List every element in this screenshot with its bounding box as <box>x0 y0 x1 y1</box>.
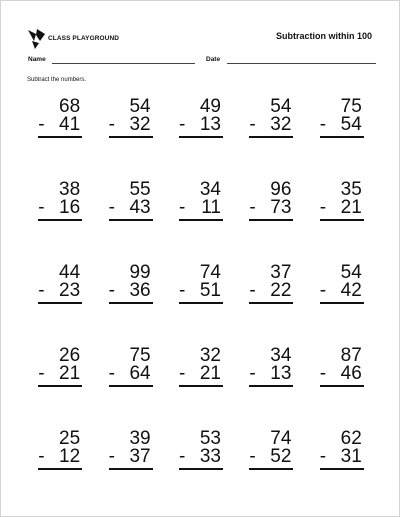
minuend: 74 <box>199 262 221 283</box>
subtrahend: 21 <box>59 363 81 384</box>
minus-sign: - <box>319 280 327 301</box>
subtraction-problem <box>166 347 236 430</box>
problem-stack <box>179 347 223 430</box>
minus-sign: - <box>249 114 256 135</box>
minuend: 35 <box>340 179 362 200</box>
minuend: 54 <box>270 96 292 117</box>
subtrahend-row <box>320 365 364 383</box>
answer-line <box>249 385 293 387</box>
subtraction-problem <box>307 181 377 264</box>
problem-stack <box>38 98 82 181</box>
minus-sign: - <box>108 280 115 301</box>
subtraction-problem <box>25 98 95 181</box>
minuend: 55 <box>129 179 151 200</box>
answer-line <box>320 302 364 304</box>
minus-sign: - <box>178 280 186 301</box>
date-field[interactable] <box>227 63 376 64</box>
minuend: 54 <box>340 262 362 283</box>
subtrahend: 73 <box>270 197 292 218</box>
minus-sign: - <box>249 446 256 467</box>
minuend: 74 <box>270 428 292 449</box>
subtraction-problem <box>25 181 95 264</box>
subtraction-problem <box>95 264 165 347</box>
problem-stack <box>179 181 223 264</box>
minus-sign: - <box>38 363 45 384</box>
subtrahend-row <box>320 282 364 300</box>
problem-stack <box>249 347 293 430</box>
subtraction-problem <box>307 430 377 513</box>
answer-line <box>320 219 364 221</box>
subtrahend-row <box>179 282 223 300</box>
subtrahend-row <box>109 282 153 300</box>
minuend: 26 <box>59 345 81 366</box>
answer-line <box>109 302 153 304</box>
instructions-text: Subtract the numbers. <box>27 77 87 83</box>
subtrahend-row <box>109 365 153 383</box>
subtrahend-row <box>179 199 223 217</box>
subtrahend-row <box>38 448 82 466</box>
subtrahend-row <box>109 199 153 217</box>
answer-line <box>109 468 153 470</box>
minuend: 62 <box>340 428 362 449</box>
minuend: 37 <box>270 262 292 283</box>
subtrahend-row <box>249 282 293 300</box>
minus-sign: - <box>38 446 45 467</box>
subtrahend: 43 <box>129 197 151 218</box>
minus-sign: - <box>319 363 327 384</box>
subtrahend: 13 <box>270 363 292 384</box>
problem-grid <box>25 98 377 513</box>
answer-line <box>320 136 364 138</box>
subtrahend: 16 <box>59 197 81 218</box>
minus-sign: - <box>38 280 45 301</box>
subtrahend: 31 <box>340 446 362 467</box>
minus-sign: - <box>178 363 186 384</box>
problem-stack <box>38 430 82 513</box>
subtrahend-row <box>109 116 153 134</box>
subtrahend-row <box>109 448 153 466</box>
problem-stack <box>179 264 223 347</box>
problem-stack <box>249 264 293 347</box>
subtraction-problem <box>307 98 377 181</box>
answer-line <box>179 302 223 304</box>
subtrahend: 37 <box>129 446 151 467</box>
subtrahend: 46 <box>340 363 362 384</box>
subtrahend: 22 <box>270 280 292 301</box>
subtrahend-row <box>38 199 82 217</box>
minuend: 87 <box>340 345 362 366</box>
problem-stack <box>109 181 153 264</box>
subtraction-problem <box>166 98 236 181</box>
minus-sign: - <box>38 197 45 218</box>
subtrahend: 21 <box>199 363 221 384</box>
subtrahend: 54 <box>340 114 362 135</box>
subtrahend: 52 <box>270 446 292 467</box>
subtrahend: 32 <box>270 114 292 135</box>
minuend: 25 <box>59 428 81 449</box>
answer-line <box>320 385 364 387</box>
problem-stack <box>179 98 223 181</box>
problem-stack <box>109 430 153 513</box>
subtrahend: 12 <box>59 446 81 467</box>
subtrahend: 13 <box>199 114 221 135</box>
problem-stack <box>249 98 293 181</box>
minuend: 75 <box>340 96 362 117</box>
subtrahend-row <box>249 116 293 134</box>
subtrahend-row <box>179 116 223 134</box>
minuend: 99 <box>129 262 151 283</box>
subtraction-problem <box>25 430 95 513</box>
minus-sign: - <box>319 446 327 467</box>
subtraction-problem <box>166 264 236 347</box>
minus-sign: - <box>38 114 45 135</box>
minus-sign: - <box>249 280 256 301</box>
answer-line <box>249 302 293 304</box>
answer-line <box>38 219 82 221</box>
problem-stack <box>249 181 293 264</box>
answer-line <box>179 136 223 138</box>
subtraction-problem <box>166 430 236 513</box>
minuend: 49 <box>199 96 221 117</box>
subtrahend-row <box>320 116 364 134</box>
subtrahend: 64 <box>129 363 151 384</box>
answer-line <box>179 219 223 221</box>
date-label: Date <box>206 56 221 63</box>
subtrahend: 23 <box>59 280 81 301</box>
problem-stack <box>320 181 364 264</box>
answer-line <box>109 219 153 221</box>
subtrahend: 33 <box>199 446 221 467</box>
subtraction-problem <box>166 181 236 264</box>
subtrahend: 32 <box>129 114 151 135</box>
subtrahend: 51 <box>199 280 221 301</box>
subtrahend-row <box>320 448 364 466</box>
problem-stack <box>38 347 82 430</box>
problem-stack <box>249 430 293 513</box>
brand-logo <box>28 28 119 49</box>
answer-line <box>249 468 293 470</box>
name-label: Name <box>28 56 46 63</box>
subtraction-problem <box>307 264 377 347</box>
minuend: 96 <box>270 179 292 200</box>
answer-line <box>38 385 82 387</box>
minuend: 39 <box>129 428 151 449</box>
answer-line <box>179 468 223 470</box>
subtraction-problem <box>95 181 165 264</box>
answer-line <box>249 136 293 138</box>
answer-line <box>109 136 153 138</box>
subtraction-problem <box>25 347 95 430</box>
problem-stack <box>179 430 223 513</box>
minuend: 68 <box>59 96 81 117</box>
subtraction-problem <box>236 264 306 347</box>
problem-stack <box>320 430 364 513</box>
subtraction-problem <box>236 98 306 181</box>
problem-stack <box>320 264 364 347</box>
leaf-logo-icon <box>28 28 45 49</box>
minus-sign: - <box>108 114 115 135</box>
minus-sign: - <box>108 197 115 218</box>
problem-stack <box>109 264 153 347</box>
minuend: 34 <box>199 179 221 200</box>
minuend: 44 <box>59 262 81 283</box>
subtrahend-row <box>179 365 223 383</box>
subtraction-problem <box>236 430 306 513</box>
minuend: 34 <box>270 345 292 366</box>
minuend: 53 <box>199 428 221 449</box>
subtrahend: 36 <box>129 280 151 301</box>
problem-stack <box>320 98 364 181</box>
subtrahend: 41 <box>59 114 81 135</box>
subtrahend-row <box>38 365 82 383</box>
subtrahend-row <box>38 116 82 134</box>
name-field[interactable] <box>52 63 195 64</box>
problem-stack <box>38 181 82 264</box>
answer-line <box>38 302 82 304</box>
minus-sign: - <box>319 114 327 135</box>
answer-line <box>38 468 82 470</box>
subtraction-problem <box>236 347 306 430</box>
brand-name: CLASS PLAYGROUND <box>48 35 120 42</box>
answer-line <box>320 468 364 470</box>
subtrahend: 11 <box>201 197 221 218</box>
subtrahend-row <box>249 365 293 383</box>
problem-stack <box>109 347 153 430</box>
page-title: Subtraction within 100 <box>275 31 372 41</box>
subtrahend-row <box>179 448 223 466</box>
subtraction-problem <box>95 347 165 430</box>
minus-sign: - <box>249 197 256 218</box>
answer-line <box>109 385 153 387</box>
minus-sign: - <box>108 363 115 384</box>
subtrahend-row <box>249 448 293 466</box>
subtraction-problem <box>307 347 377 430</box>
minuend: 54 <box>129 96 151 117</box>
minuend: 38 <box>59 179 81 200</box>
subtraction-problem <box>25 264 95 347</box>
minus-sign: - <box>249 363 256 384</box>
minus-sign: - <box>178 446 186 467</box>
subtrahend: 42 <box>340 280 362 301</box>
problem-stack <box>38 264 82 347</box>
minuend: 75 <box>129 345 151 366</box>
minus-sign: - <box>178 114 186 135</box>
minus-sign: - <box>108 446 115 467</box>
minus-sign: - <box>178 197 186 218</box>
answer-line <box>179 385 223 387</box>
answer-line <box>38 136 82 138</box>
problem-stack <box>320 347 364 430</box>
subtrahend-row <box>38 282 82 300</box>
answer-line <box>249 219 293 221</box>
subtrahend-row <box>320 199 364 217</box>
subtraction-problem <box>95 430 165 513</box>
problem-stack <box>109 98 153 181</box>
subtraction-problem <box>236 181 306 264</box>
minuend: 32 <box>199 345 221 366</box>
minus-sign: - <box>319 197 327 218</box>
subtrahend: 21 <box>340 197 362 218</box>
subtrahend-row <box>249 199 293 217</box>
subtraction-problem <box>95 98 165 181</box>
